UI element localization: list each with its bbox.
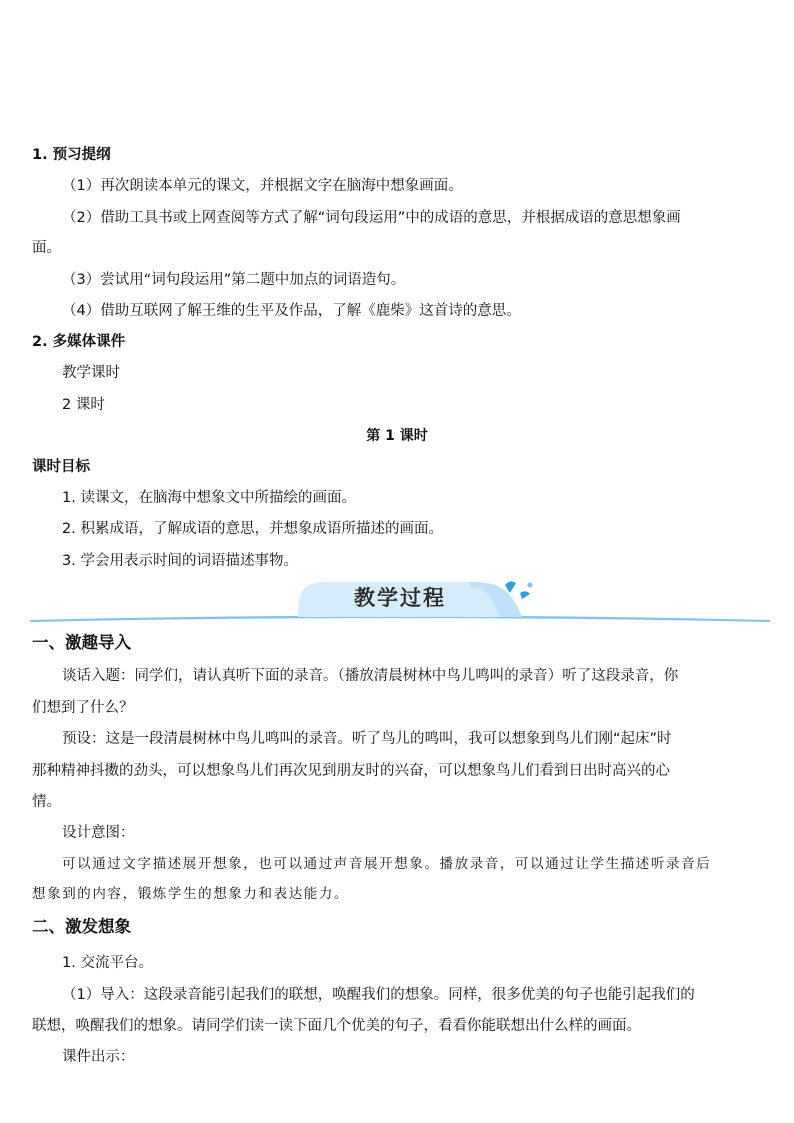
design-intent-line-2: 想象到的内容，锻炼学生的想象力和表达能力。 — [32, 886, 350, 902]
preview-item-2-line-1: （2）借助工具书或上网查阅等方式了解“词句段运用”中的成语的意思，并根据成语的意思想象画 — [62, 210, 681, 226]
banner-dot — [528, 583, 533, 588]
preview-heading: 1. 预习提纲 — [32, 147, 111, 163]
banner-splash-small — [520, 591, 530, 599]
section-1-p2-line-3: 情。 — [32, 794, 61, 810]
banner-splash-large — [505, 581, 516, 593]
preview-item-2-line-2: 面。 — [32, 240, 61, 256]
section-2-heading: 二、激发想象 — [32, 917, 131, 936]
section-2-p1-line-2: 联想，唤醒我们的想象。请同学们读一读下面几个优美的句子，看看你能联想出什么样的画面。 — [32, 1018, 641, 1034]
design-intent-label: 设计意图： — [62, 825, 135, 841]
design-intent-line-1: 可以通过文字描述展开想象，也可以通过声音展开想象。播放录音，可以通过让学生描述听录音后 — [62, 856, 712, 872]
section-2-p1-line-1: （1）导入：这段录音能引起我们的联想，唤醒我们的想象。同样，很多优美的句子也能引起我们的 — [62, 987, 695, 1003]
preview-item-3: （3）尝试用“词句段运用”第二题中加点的词语造句。 — [62, 272, 406, 288]
lesson-goal-2: 2. 积累成语，了解成语的意思，并想象成语所描述的画面。 — [62, 521, 443, 537]
teaching-hours-label: 教学课时 — [62, 365, 120, 381]
section-1-p2-line-2: 那种精神抖擞的劲头，可以想象鸟儿们再次见到朋友时的兴奋，可以想象鸟儿们看到日出时高兴的心 — [32, 763, 670, 779]
section-1-p1-line-1: 谈话入题：同学们，请认真听下面的录音。（播放清晨树林中鸟儿鸣叫的录音）听了这段录音，你 — [62, 668, 679, 684]
lesson-title: 第 1 课时 — [366, 428, 428, 444]
teaching-hours-value: 2 课时 — [62, 397, 105, 413]
section-1-p1-line-2: 们想到了什么？ — [32, 700, 134, 716]
multimedia-heading: 2. 多媒体课件 — [32, 334, 126, 350]
lesson-goal-1: 1. 读课文，在脑海中想象文中所描绘的画面。 — [62, 490, 356, 506]
preview-item-4: （4）借助互联网了解王维的生平及作品，了解《鹿柴》这首诗的意思。 — [62, 303, 521, 319]
courseware-label: 课件出示： — [62, 1049, 135, 1065]
section-1-heading: 一、激趣导入 — [32, 633, 131, 652]
section-1-p2-line-1: 预设：这是一段清晨树林中鸟儿鸣叫的录音。听了鸟儿的鸣叫，我可以想象到鸟儿们刚“起床”时 — [62, 731, 672, 747]
preview-item-1: （1）再次朗读本单元的课文，并根据文字在脑海中想象画面。 — [62, 178, 463, 194]
lesson-goals-heading: 课时目标 — [32, 459, 90, 475]
lesson-goal-3: 3. 学会用表示时间的词语描述事物。 — [62, 553, 298, 569]
section-2-item-1: 1. 交流平台。 — [62, 955, 153, 971]
banner-title: 教学过程 — [354, 586, 446, 610]
